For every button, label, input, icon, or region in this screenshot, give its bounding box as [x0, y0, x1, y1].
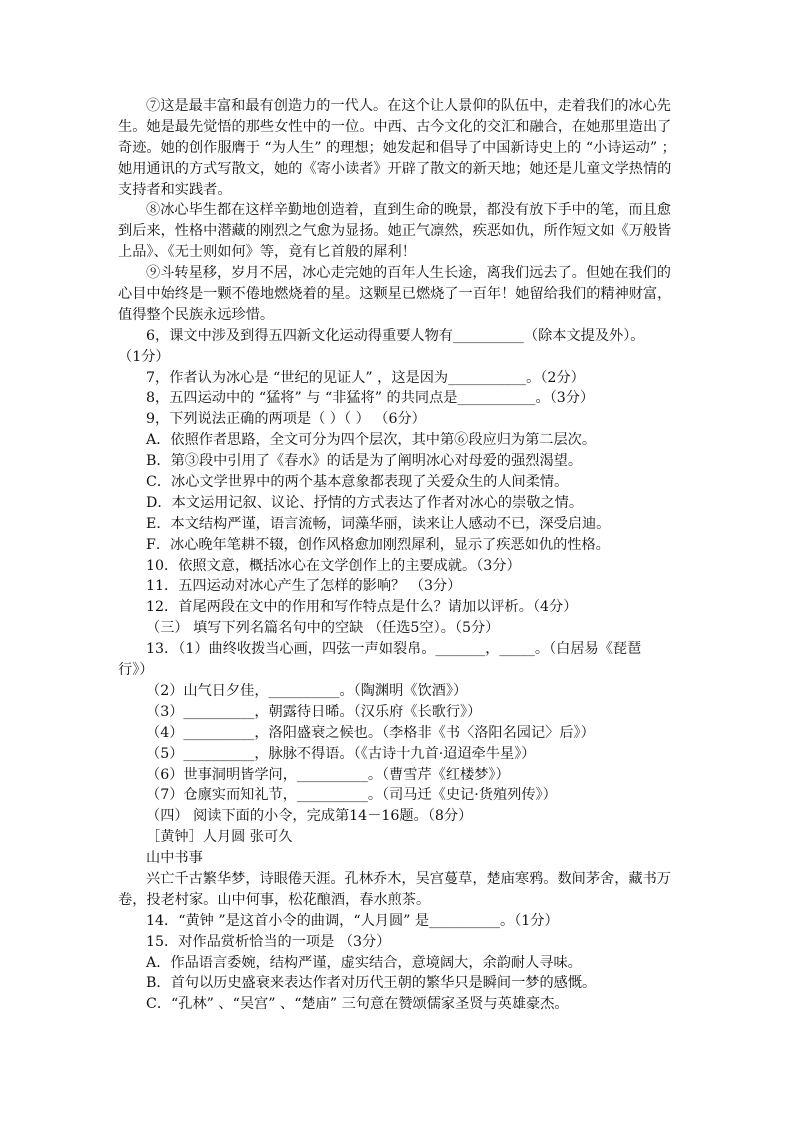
text-line: E．本文结构严谨，语言流畅，词藻华丽，读来让人感动不已，深受启迪。	[146, 515, 611, 532]
text-line: （6）世事洞明皆学问，__________。（曹雪芹《红楼梦》）	[146, 766, 510, 783]
text-line: 心目中始终是一颗不倦地燃烧着的星。这颗星已燃烧了一百年！她留给我们的精神财富，	[118, 286, 672, 303]
text-line: ⑨斗转星移，岁月不居，冰心走完她的百年人生长途，离我们远去了。但她在我们的	[146, 265, 671, 282]
text-line: （4）__________，洛阳盛衰之候也。（李格非《书〈洛阳名园记〉后》）	[146, 724, 595, 741]
text-line: ⑦这是最丰富和最有创造力的一代人。在这个让人景仰的队伍中，走着我们的冰心先	[146, 98, 671, 114]
text-line: ⑧冰心毕生都在这样辛勤地创造着，直到生命的晚景，都没有放下手中的笔，而且愈	[146, 202, 671, 219]
text-line: B．首句以历史盛衰来表达作者对历代王朝的繁华只是瞬间一梦的感慨。	[146, 975, 597, 992]
text-line: 值得整个民族永远珍惜。	[118, 306, 275, 323]
text-line: C．冰心文学世界中的两个基本意象都表现了关爱众生的人间柔情。	[146, 474, 569, 491]
text-line: （7）仓廪实而知礼节，__________。（司马迁《史记·货殖列传》）	[146, 787, 557, 804]
text-line: 行》）	[118, 662, 154, 679]
text-line: 11．五四运动对冰心产生了怎样的影响？ （3分）	[146, 578, 462, 595]
text-line: 到后来，性格中潜藏的刚烈之气愈为显扬。她正气凛然，疾恶如仇，所作短文如《万般皆	[118, 223, 672, 240]
text-line: 8，五四运动中的 “猛将” 与 “非猛将” 的共同点是___________。（3分）	[146, 390, 595, 407]
text-line: 支持者和实践者。	[118, 181, 232, 198]
text-line: （四） 阅读下面的小令，完成第14－16题。（8分）	[146, 808, 473, 825]
text-line: 她用通讯的方式写散文，她的《寄小读者》开辟了散文的新天地；她还是儿童文学热情的	[118, 160, 672, 177]
text-line: 7，作者认为冰心是 “世纪的见证人” ，这是因为___________。（2分）	[146, 369, 585, 386]
text-line: 14．“黄钟 ”是这首小令的曲调，“人月圆” 是__________。（1分）	[146, 912, 559, 929]
text-line: F．冰心晚年笔耕不辍，创作风格愈加刚烈犀利，显示了疾恶如仇的性格。	[146, 536, 610, 553]
text-line: B．第③段中引用了《春水》的话是为了阐明冰心对母爱的强烈渴望。	[146, 453, 583, 470]
text-line: 15．对作品赏析恰当的一项是 （3分）	[146, 933, 391, 950]
text-line: （2）山气日夕佳，__________。（陶渊明《饮酒》）	[146, 682, 468, 699]
text-line: 兴亡千古繁华梦，诗眼倦天涯。孔林乔木，吴宫蔓草，楚庙寒鸦。数间茅舍，藏书万	[146, 870, 671, 887]
text-line: ［黄钟］人月圆 张可久	[146, 829, 293, 846]
text-line: A．依照作者思路，全文可分为四个层次，其中第⑥段应归为第二层次。	[146, 432, 597, 449]
text-line: C．“孔林” 、“吴宫” 、“楚庙” 三句意在赞颂儒家圣贤与英雄豪杰。	[146, 996, 569, 1013]
text-line: 上品》、《无士则如何》等，竟有匕首般的犀利！	[118, 244, 416, 261]
text-line: 奇迹。她的创作服膺于 “为人生” 的理想；她发起和倡导了中国新诗史上的 “小诗运动” ；	[118, 139, 676, 156]
text-line: （三） 填写下列名篇名句中的空缺 （任选5空）。（5分）	[146, 620, 500, 637]
text-line: 卷，投老村家。山中何事，松花酿酒，春水煎茶。	[118, 891, 431, 908]
text-line: （3）__________，朝露待日晞。（汉乐府《长歌行》）	[146, 703, 482, 720]
text-line: （5）__________，脉脉不得语。（《古诗十九首·迢迢牵牛星》）	[146, 745, 536, 762]
text-line: 12．首尾两段在文中的作用和写作特点是什么？请加以评析。（4分）	[146, 599, 578, 616]
document-body	[118, 96, 678, 1015]
text-line: 13．（1）曲终收拨当心画，四弦一声如裂帛。_______，_____。（白居易《琵琶	[146, 641, 642, 658]
text-line: D．本文运用记叙、议论、抒情的方式表达了作者对冰心的崇敬之情。	[146, 494, 584, 511]
text-line: 山中书事	[146, 850, 203, 867]
text-line: A．作品语言委婉，结构严谨，虚实结合，意境阔大，余韵耐人寻味。	[146, 954, 582, 971]
text-line: 10．依照文意，概括冰心在文学创作上的主要成就。（3分）	[146, 557, 521, 574]
text-line: 生。她是最先觉悟的那些女性中的一位。中西、古今文化的交汇和融合，在她那里造出了	[118, 118, 672, 135]
text-line: 9，下列说法正确的两项是（ ）（ ） （6分）	[146, 411, 426, 428]
text-line: （1分）	[118, 348, 170, 365]
text-line: 6，课文中涉及到得五四新文化运动得重要人物有__________（除本文提及外）。	[146, 327, 645, 344]
